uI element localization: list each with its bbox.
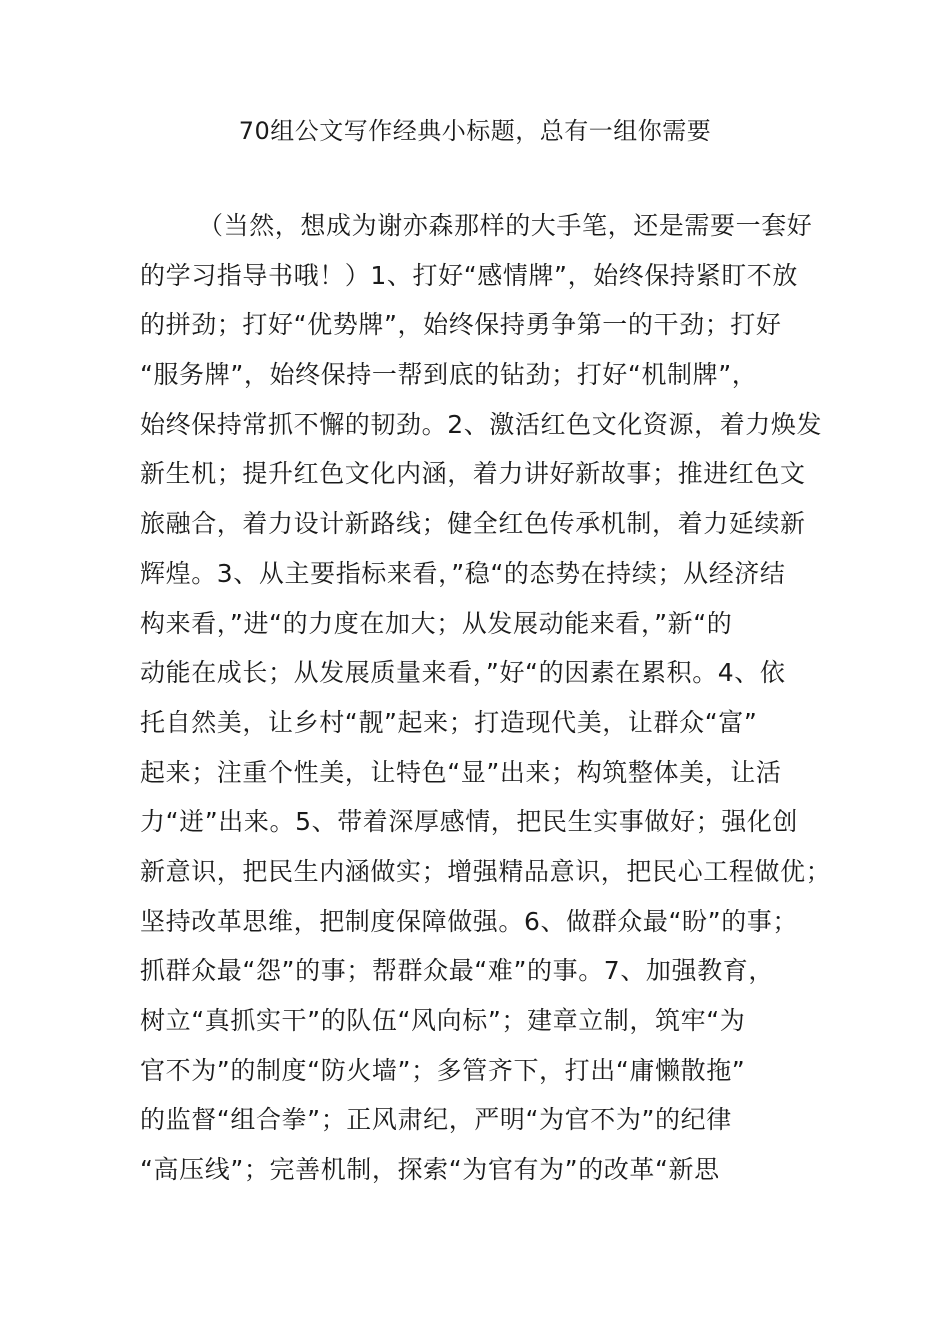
body-line: 的监督“组合拳”；正风肃纪，严明“为官不为”的纪律 bbox=[140, 1105, 732, 1135]
body-line: 构来看，”进“的力度在加大；从发展动能来看，”新“的 bbox=[140, 608, 733, 638]
body-line: 动能在成长；从发展质量来看，”好“的因素在累积。4、依 bbox=[140, 658, 786, 688]
body-line: 始终保持常抓不懈的韧劲。2、激活红色文化资源，着力焕发 bbox=[140, 409, 823, 439]
body-line: 官不为”的制度“防火墙”；多管齐下，打出“庸懒散拖” bbox=[140, 1055, 746, 1085]
body-line: 的学习指导书哦！）1、打好“感情牌”，始终保持紧盯不放 bbox=[140, 260, 799, 290]
document-body bbox=[140, 206, 832, 1200]
body-line: 辉煌。3、从主要指标来看，”稳“的态势在持续；从经济结 bbox=[140, 558, 786, 588]
body-line: 托自然美，让乡村“靓”起来；打造现代美，让群众“富” bbox=[140, 707, 758, 737]
body-line: 坚持改革思维，把制度保障做强。6、做群众最“盼”的事； bbox=[140, 906, 799, 936]
body-line: 新生机；提升红色文化内涵，着力讲好新故事；推进红色文 bbox=[140, 459, 806, 489]
body-line: 起来；注重个性美，让特色“显”出来；构筑整体美，让活 bbox=[140, 757, 782, 787]
body-line: 旅融合，着力设计新路线；健全红色传承机制，着力延续新 bbox=[140, 509, 806, 539]
body-line: 力“迸”出来。5、带着深厚感情，把民生实事做好；强化创 bbox=[140, 807, 799, 837]
body-line: 新意识，把民生内涵做实；增强精品意识，把民心工程做优； bbox=[140, 856, 832, 886]
body-line: “服务牌”，始终保持一帮到底的钻劲；打好“机制牌”， bbox=[140, 360, 758, 390]
body-line: 的拼劲；打好“优势牌”，始终保持勇争第一的干劲；打好 bbox=[140, 310, 782, 340]
document-title: 70组公文写作经典小标题，总有一组你需要 bbox=[238, 117, 712, 145]
body-line: “高压线”；完善机制，探索“为官有为”的改革“新思 bbox=[140, 1155, 720, 1185]
body-line: （当然，想成为谢亦森那样的大手笔，还是需要一套好 bbox=[198, 211, 813, 240]
body-line: 抓群众最“怨”的事；帮群众最“难”的事。7、加强教育， bbox=[140, 956, 774, 986]
body-line: 树立“真抓实干”的队伍“风向标”；建章立制，筑牢“为 bbox=[140, 1006, 746, 1035]
